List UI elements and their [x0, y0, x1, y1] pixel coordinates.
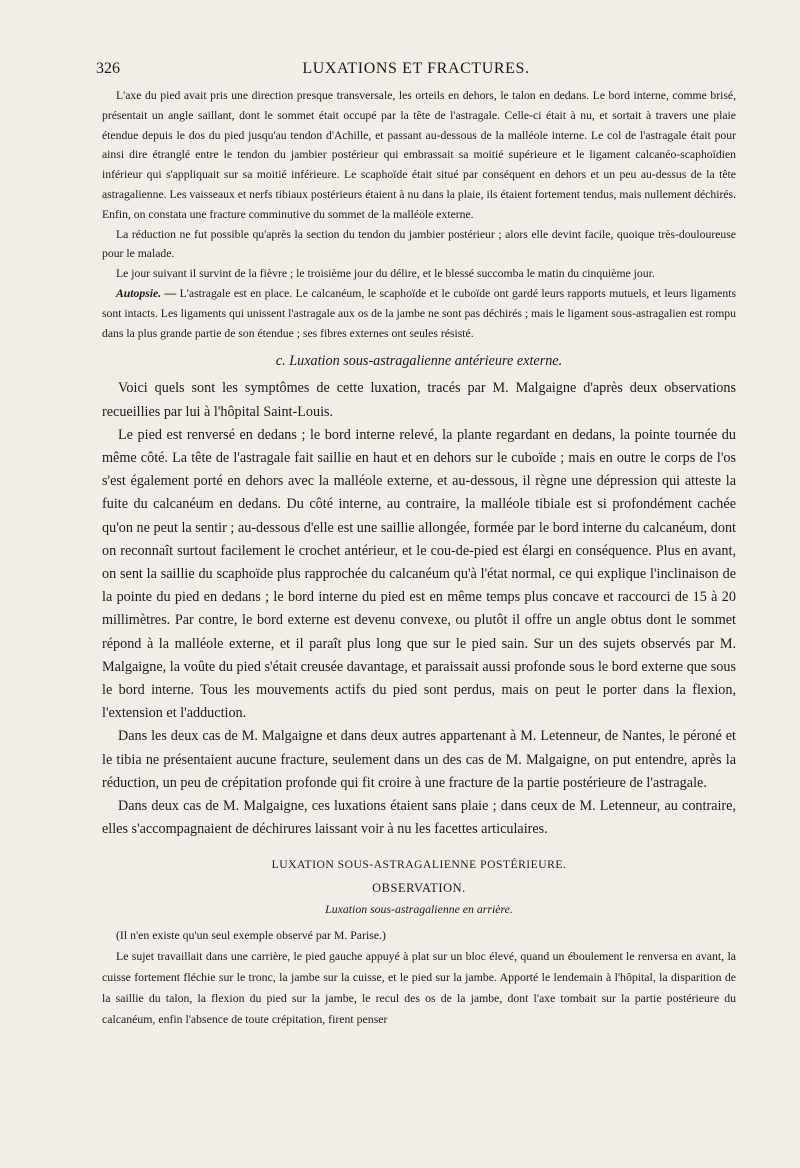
section-body	[102, 377, 736, 841]
paragraph: Le jour suivant il survint de la fièvre ; le troisième jour du délire, et le blessé succomba le matin du cinquième jour.	[116, 267, 655, 281]
paragraph: Dans les deux cas de M. Malgaigne et dans deux autres appartenant à M. Letenneur, de Nantes, le péroné et le tibia ne présentaient aucune fracture, seulement dans un des cas de M. Malgaigne, on put entendre, après la réduction, un peu de crépitation profonde qui fit croire à une fracture de la partie postérieure de l'astragale.	[102, 728, 736, 791]
paragraph: Le pied est renversé en dedans ; le bord interne relevé, la plante regardant en dedans, la pointe tournée du même côté. La tête de l'astragale fait saillie en haut et en dehors sur le cuboïde ; mais en outre le corps de l'os s'est également porté en dehors avec la malléole externe, et au-dessous, il règne une dépression qui atteste la fuite du calcanéum en dedans. Du côté interne, au contraire, la malléole tibiale est si profondément cachée qu'on ne peut la sentir ; au-dessous d'elle est une saillie allongée, formée par le bord interne du calcanéum, dont on reconnaît surtout facilement le crochet antérieur, et le cou-de-pied est élargi en conséquence. Plus en avant, on sent la saillie du scaphoïde plus rapprochée du calcanéum qu'à l'état normal, ce qui explique l'inclinaison de la pointe du pied en dedans ; le bord interne du pied est en même temps plus concave et raccourci de 15 à 20 millimètres. Par contre, le bord externe est devenu convexe, ou plutôt il offre un angle obtus dont le sommet répond à la malléole externe, et il paraît plus long que sur le pied sain. Sur un des sujets observés par M. Malgaigne, la voûte du pied s'était creusée davantage, et paraissait aussi profonde sous le bord externe que sous le bord interne. Tous les mouvements actifs du pied sont perdus, mais on peut le porter dans la flexion, l'extension et l'adduction.	[102, 426, 736, 722]
paragraph: Dans deux cas de M. Malgaigne, ces luxations étaient sans plaie ; dans ceux de M. Letenneur, au contraire, elles s'accompagnaient de déchirures laissant voir à nu les facettes articulaires.	[102, 798, 736, 838]
subsection-heading: LUXATION SOUS-ASTRAGALIENNE POSTÉRIEURE.	[271, 858, 567, 872]
paragraph: Le sujet travaillait dans une carrière, le pied gauche appuyé à plat sur un bloc élevé, quand un éboulement le renversa en avant, la cuisse fortement fléchie sur le tronc, la jambe sur la cuisse, et le pied sur la jambe. Apporté le lendemain à l'hôpital, la disparition de la saillie du talon, la flexion du pied sur la jambe, le recul des os de la jambe, dont l'axe tombait sur la partie postérieure du calcanéum, enfin l'absence de toute crépitation, firent penser	[102, 949, 736, 1027]
section-title: c. Luxation sous-astragalienne antérieure externe.	[275, 353, 563, 370]
page-body	[102, 86, 736, 1030]
running-title: LUXATIONS ET FRACTURES.	[302, 60, 530, 77]
case-description	[102, 86, 736, 343]
observation-body	[102, 925, 736, 1030]
paragraph: (Il n'en existe qu'un seul exemple observé par M. Parise.)	[116, 928, 386, 943]
autopsy-lead: Autopsie. —	[116, 286, 177, 300]
observation-heading: OBSERVATION.	[372, 881, 466, 896]
autopsy-text: L'astragale est en place. Le calcanéum, le scaphoïde et le cuboïde ont gardé leurs rapports mutuels, et leurs ligaments sont intacts. Les ligaments qui unissent l'astragale aux os de la jambe ne sont pas déchirés ; mais le ligament sous-astragalien est rompu dans la plus grande partie de son étendue ; ses fibres externes ont seules résisté.	[102, 286, 736, 340]
paragraph: La réduction ne fut possible qu'après la section du tendon du jambier postérieur ; alors elle devint facile, quoique très-douloureuse pour le malade.	[102, 227, 736, 261]
autopsy-paragraph	[102, 284, 736, 343]
paragraph: Voici quels sont les symptômes de cette luxation, tracés par M. Malgaigne d'après deux observations recueillies par lui à l'hôpital Saint-Louis.	[102, 380, 736, 420]
observation-subtitle: Luxation sous-astragalienne en arrière.	[325, 902, 513, 917]
page-number: 326	[96, 60, 120, 77]
page-header	[96, 60, 736, 82]
paragraph: L'axe du pied avait pris une direction presque transversale, les orteils en dehors, le talon en dedans. Le bord interne, comme brisé, présentait un angle saillant, dont le sommet était occupé par la tête de l'astragale. Celle-ci était à nu, et sortait à travers une plaie étendue depuis le dos du pied jusqu'au tendon d'Achille, et passant au-dessous de la malléole interne. Le col de l'astragale était pour ainsi dire étranglé entre le tendon du jambier postérieur qui embrassait sa moitié supérieure et le ligament calcanéo-scaphoïdien inférieur qui s'appliquait sur sa moitié inférieure. Le scaphoïde était situé par conséquent en dehors et un peu au-dessus de la tête astragalienne. Les vaisseaux et nerfs tibiaux postérieurs étaient à nu dans la plaie, ils étaient fortement tendus, mais nullement déchirés. Enfin, on constata une fracture comminutive du sommet de la malléole externe.	[102, 89, 736, 221]
